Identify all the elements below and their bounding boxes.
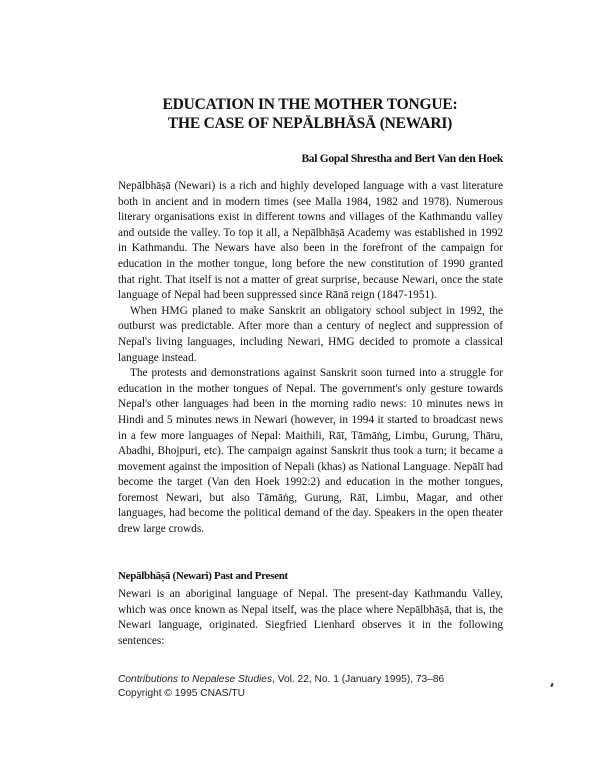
intro-body [118, 179, 503, 538]
article-title-line-1: EDUCATION IN THE MOTHER TONGUE: [162, 96, 458, 113]
citation-line [118, 673, 444, 687]
article-title [118, 95, 502, 133]
citation-footer [118, 673, 444, 700]
journal-name: Contributions to Nepalese Studies [118, 674, 273, 685]
article-title-line-2: THE CASE OF NEPĀLBHĀSĀ (NEWARI) [167, 115, 453, 132]
section-paragraph: Newari is an aboriginal language of Nepal. The present-day Kathmandu Valley, which was once known as Nepal itself, was the place where Nepālbhāṣā, that is, the Newari language, originated. Siegfried Lienhard observes it in the following sentences: [118, 588, 503, 647]
section-body [118, 587, 503, 649]
paragraph-2: When HMG planed to make Sanskrit an obligatory school subject in 1992, the outburst was predictable. After more than a century of neglect and suppression of Nepal's living languages, including Newari, HMG decided to promote a classical language instead. [118, 304, 503, 364]
copyright-line: Copyright © 1995 CNAS/TU [118, 687, 245, 699]
authors-line: Bal Gopal Shrestha and Bert Van den Hoek [301, 153, 503, 165]
journal-issue: , Vol. 22, No. 1 (January 1995), 73–86 [272, 674, 445, 685]
scan-mark [550, 683, 553, 687]
paragraph-1: Nepālbhāṣā (Newari) is a rich and highly developed language with a vast literature both in ancient and in modern times (see Malla 1984, 1982 and 1978). Numerous literary organisations exist in different towns and villages of the Kathmandu valley and outside the valley. To top it all, a Nepālbhāṣā Academy was established in 1992 in Kathmandu. The Newars have also been in the forefront of the campaign for education in the mother tongue, long before the new constitution of 1990 granted that right. That itself is not a matter of great surprise, because Newari, once the state language of Nepal had been suppressed since Rānā reign (1847-1951). [118, 180, 503, 302]
paragraph-3: The protests and demonstrations against Sanskrit soon turned into a struggle for education in the mother tongues of Nepal. The government's only gesture towards Nepal's other languages had been in the morning radio news: 10 minutes news in Hindi and 5 minutes news in Newari (however, in 1994 it started to broadcast news in a few more languages of Nepal: Maithili, Rāī, Tāmāṅg, Limbu, Gurung, Thāru, Abadhi, Bhojpuri, etc). The campaign against Sanskrit thus took a turn; it became a movement against the imposition of Nepali (khas) as National Language. Nepālī had become the target (Van den Hoek 1992:2) and education in the mother tongues, foremost Newari, but also Tāmāṅg, Gurung, Rāī, Limbu, Magar, and other languages, had become the political demand of the day. Speakers in the open theater drew large crowds. [118, 367, 503, 536]
section-heading: Nepālbhāṣā (Newari) Past and Present [118, 570, 288, 582]
